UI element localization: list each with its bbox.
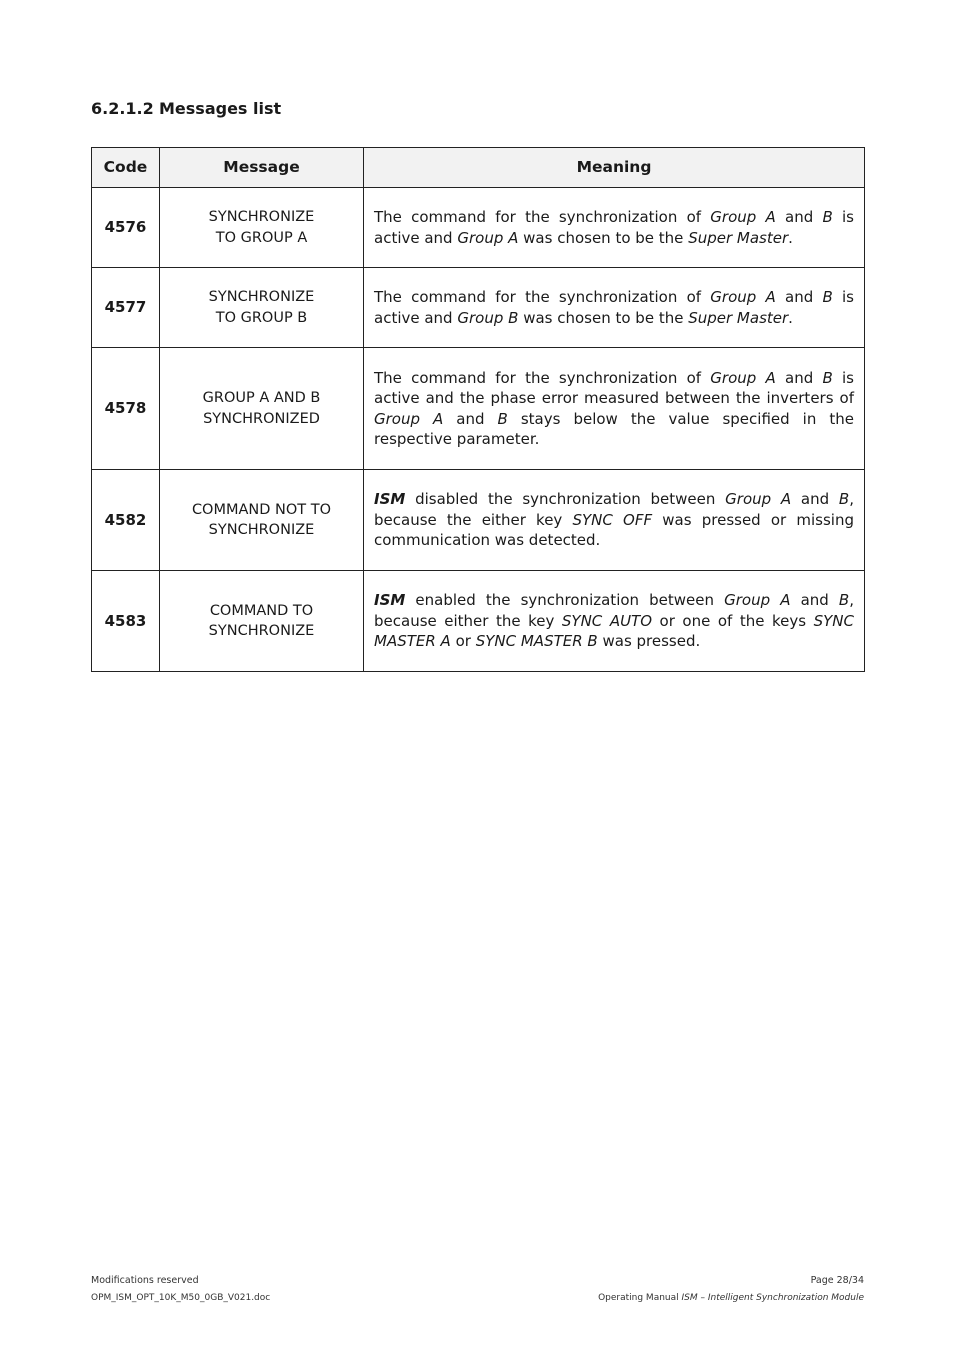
text-run: , because either the key	[374, 591, 854, 630]
message-cell	[160, 470, 364, 571]
text-run: Group A	[710, 208, 776, 226]
table-row	[92, 571, 865, 672]
footer-filename: OPM_ISM_OPT_10K_M50_0GB_V021.doc	[91, 1293, 271, 1303]
message-line: SYNCHRONIZE	[208, 289, 315, 305]
table-row	[92, 188, 865, 268]
text-run: was chosen to be the	[518, 308, 689, 327]
message-cell	[160, 571, 364, 672]
text-run: .	[788, 228, 793, 247]
text-run: SYNC AUTO	[561, 611, 653, 630]
text-run: and	[443, 409, 498, 428]
code-cell: 4582	[92, 470, 160, 571]
text-run: was chosen to be the	[518, 228, 689, 247]
footer-document-title	[598, 1293, 864, 1303]
meaning-cell	[364, 188, 865, 268]
text-run: is active and the phase error measured between the inverters of	[374, 368, 854, 407]
text-run: The command for the synchronization of	[374, 288, 711, 306]
text-run: enabled the synchronization between	[405, 591, 725, 610]
text-run: and	[790, 591, 839, 610]
text-run: B	[497, 409, 508, 428]
message-line: SYNCHRONIZED	[203, 410, 320, 427]
header-message: Message	[160, 148, 364, 188]
table-header-row	[92, 148, 865, 188]
text-run: or	[450, 632, 476, 651]
messages-table	[91, 147, 865, 672]
meaning-cell	[364, 571, 865, 672]
text-run: was pressed.	[597, 632, 701, 651]
text-run: B	[838, 591, 850, 610]
code-cell: 4583	[92, 571, 160, 672]
message-cell	[160, 268, 364, 348]
text-run: stays below the value specified in the respective parameter.	[374, 409, 854, 448]
footer-page-number: Page 28/34	[810, 1275, 864, 1286]
message-cell	[160, 188, 364, 268]
section-number: 6.2.1.2	[91, 99, 154, 118]
message-line: TO GROUP B	[215, 309, 308, 326]
text-run: Group A	[710, 288, 776, 306]
text-run: B	[822, 288, 833, 306]
text-run: Group A	[725, 490, 792, 509]
text-run: and	[775, 208, 823, 226]
table-row	[92, 268, 865, 348]
footer-modifications: Modifications reserved	[91, 1275, 199, 1286]
text-run: and	[775, 368, 823, 387]
text-run: ISM	[374, 490, 406, 509]
text-run: and	[791, 490, 839, 509]
message-line: SYNCHRONIZE	[208, 623, 315, 639]
text-run: SYNC MASTER A	[374, 611, 854, 651]
text-run: is active and	[374, 208, 854, 247]
text-run: or one of the keys	[652, 611, 814, 630]
message-line: GROUP A AND B	[202, 390, 321, 406]
section-title: Messages list	[159, 99, 282, 118]
text-run: .	[788, 308, 793, 327]
text-run: ISM – Intelligent Synchronization Module	[681, 1293, 864, 1303]
message-line: SYNCHRONIZE	[208, 522, 315, 538]
text-run: Super Master	[688, 228, 789, 247]
text-run: SYNC OFF	[572, 510, 653, 529]
text-run: B	[822, 368, 833, 387]
text-run: was pressed or missing communication was detected.	[374, 510, 854, 550]
text-run: B	[838, 490, 850, 509]
text-run: Group A	[710, 368, 776, 387]
message-line: TO GROUP A	[215, 229, 308, 246]
text-run: , because the either key	[374, 490, 854, 529]
text-run: The command for the synchronization of	[374, 368, 711, 387]
message-line: COMMAND TO	[209, 602, 314, 619]
text-run: Group B	[457, 308, 519, 327]
text-run: Super Master	[688, 308, 789, 327]
text-run: and	[775, 288, 823, 306]
text-run: B	[822, 208, 833, 226]
text-run: The command for the synchronization of	[374, 208, 711, 226]
text-run: disabled the synchronization between	[405, 490, 726, 509]
message-line: COMMAND NOT TO	[191, 501, 332, 518]
text-run: Operating Manual	[598, 1293, 682, 1303]
header-code: Code	[92, 148, 160, 188]
section-heading	[91, 99, 281, 118]
table-row	[92, 348, 865, 470]
meaning-cell	[364, 268, 865, 348]
text-run: Group A	[374, 409, 444, 428]
text-run: Group A	[724, 591, 791, 610]
text-run: is active and	[374, 288, 854, 327]
code-cell: 4576	[92, 188, 160, 268]
message-line: SYNCHRONIZE	[208, 209, 315, 225]
meaning-cell	[364, 348, 865, 470]
text-run: Group A	[457, 228, 519, 247]
code-cell: 4577	[92, 268, 160, 348]
meaning-cell	[364, 470, 865, 571]
text-run: SYNC MASTER B	[475, 632, 598, 651]
code-cell: 4578	[92, 348, 160, 470]
text-run: ISM	[374, 591, 406, 610]
header-meaning: Meaning	[364, 148, 865, 188]
message-cell	[160, 348, 364, 470]
table-row	[92, 470, 865, 571]
